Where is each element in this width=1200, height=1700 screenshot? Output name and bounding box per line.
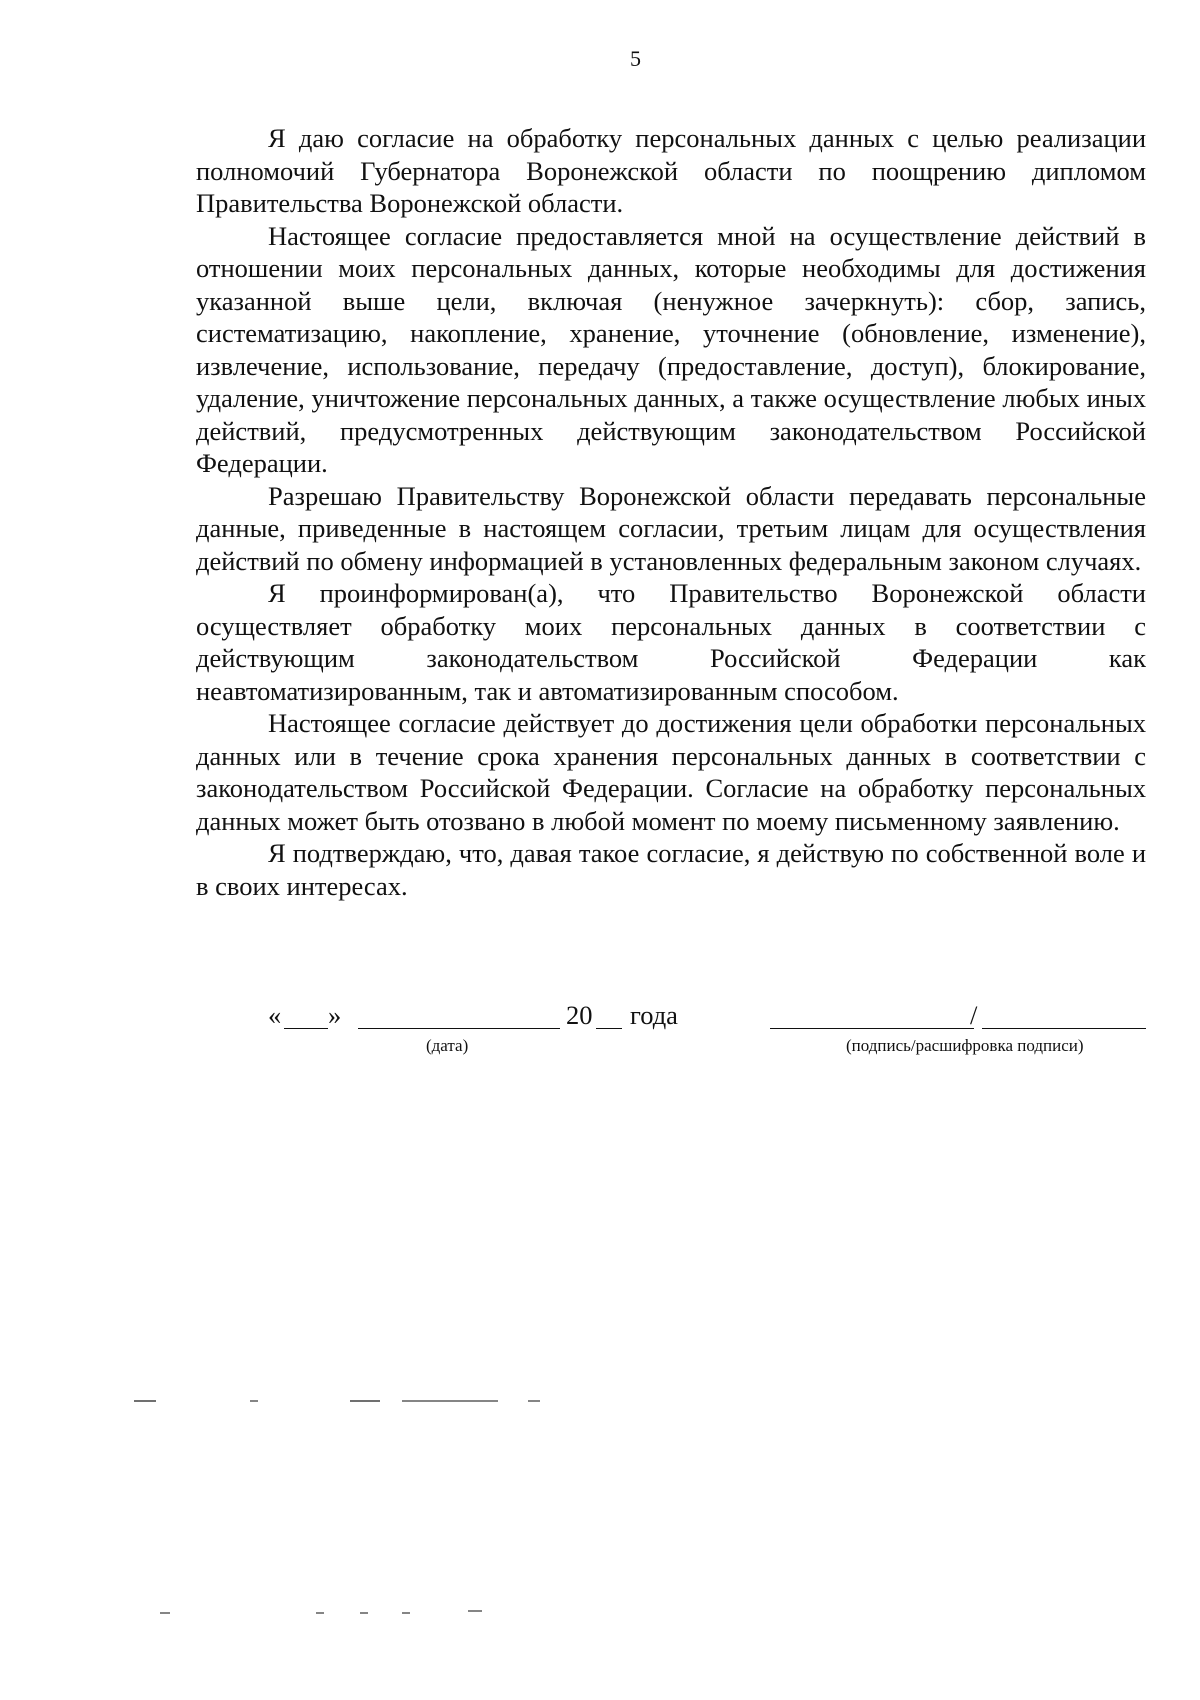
year-suffix: года (630, 1000, 678, 1030)
scan-artifact (402, 1612, 410, 1614)
signature-slash: / (970, 1000, 978, 1030)
date-caption: (дата) (426, 1036, 469, 1055)
open-quote: « (268, 1000, 282, 1030)
paragraph-third-parties: Разрешаю Правительству Воронежской области передавать персональные данные, приведенные в настоящем согласии, третьим лицам для осуществления действий по обмену информацией в установленных федеральным законом случаях. (196, 480, 1146, 576)
paragraph-informed: Я проинформирован(а), что Правительство Воронежской области осуществляет обработку моих персональных данных в соответствии с действующим законодательством Российской Федерации как неавтоматизированным, так и автоматизированным способом. (196, 578, 1146, 706)
close-quote: » (328, 1000, 342, 1030)
page-number: 5 (630, 46, 641, 71)
month-blank[interactable] (358, 1028, 560, 1029)
scan-artifact (134, 1400, 156, 1402)
consent-text (196, 122, 1146, 902)
signature-caption: (подпись/расшифровка подписи) (846, 1036, 1084, 1055)
scan-artifact (316, 1612, 324, 1614)
scan-artifact (250, 1400, 258, 1402)
day-blank[interactable] (284, 1028, 328, 1029)
scan-artifact (350, 1400, 380, 1402)
signature-block (0, 1000, 1200, 1060)
paragraph-actions: Настоящее согласие предоставляется мной на осуществление действий в отношении моих персональных данных, которые необходимы для достижения указанной выше цели, включая (ненужное зачеркнуть): сбор, запись, систематизацию, накопление, хранение, уточнение (обновление, изменение), извлечение, использование, передачу (предоставление, доступ), блокирование, удаление, уничтожение персональных данных, а также осуществление любых иных действий, предусмотренных действующим законодательством Российской Федерации. (196, 220, 1146, 478)
scan-artifact (160, 1612, 170, 1614)
signature-decoding-blank[interactable] (982, 1028, 1146, 1029)
paragraph-validity: Настоящее согласие действует до достижения цели обработки персональных данных или в течение срока хранения персональных данных в соответствии с законодательством Российской Федерации. Согласие на обработку персональных данных может быть отозвано в любой момент по моему письменному заявлению. (196, 708, 1146, 836)
year-blank[interactable] (596, 1028, 622, 1029)
scan-artifact (402, 1400, 498, 1402)
year-prefix: 20 (566, 1000, 593, 1030)
scan-artifact (360, 1612, 368, 1614)
paragraph-confirmation: Я подтверждаю, что, давая такое согласие, я действую по собственной воле и в своих интересах. (196, 838, 1146, 901)
signature-blank[interactable] (770, 1028, 974, 1029)
paragraph-purpose: Я даю согласие на обработку персональных данных с целью реализации полномочий Губернатора Воронежской области по поощрению дипломом Правительства Воронежской области. (196, 123, 1146, 218)
scan-artifact (468, 1610, 482, 1612)
scan-artifact (528, 1400, 540, 1402)
